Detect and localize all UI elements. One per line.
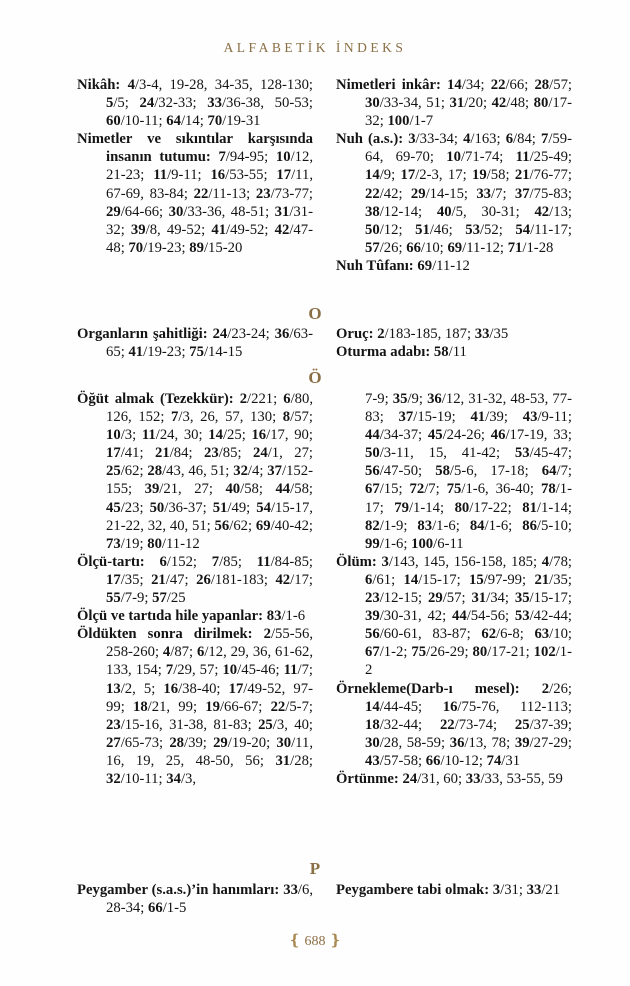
entry-heading: Peygambere tabi olmak: <box>336 882 490 898</box>
index-entry <box>336 881 572 899</box>
entry-heading: Ölüm: <box>336 553 377 570</box>
entry-heading: Nuh Tûfanı: <box>336 257 414 274</box>
entry-references: 4/3-4, 19-28, 34-35, 128-130; 5/5; 24/32-33; 33/36-38, 50-53; 60/10-11; 64/14; 70/19-31 <box>106 77 314 130</box>
entry-heading: Örtünme: <box>336 770 399 787</box>
column-left <box>77 76 313 275</box>
entry-references: 7/94-95; 10/12, 21-23; 11/9-11; 16/53-55; 17/11, 67-69, 83-84; 22/11-13; 23/73-77; 29/64-66; 30/33-36, 48-51; 31/31-32; 39/8, 49-52; 41/49-52; 42/47-48; 70/19-23; 89/15-20 <box>106 149 314 256</box>
section-letter-oe: Ö <box>308 368 322 387</box>
section-n <box>77 76 572 275</box>
entry-references: 2/221; 6/80, 126, 152; 7/3, 26, 57, 130; 8/57; 10/3; 11/24, 30; 14/25; 16/17, 90; 17/41; 21/84; 23/85; 24/1, 27; 25/62; 28/43, 46, 51; 32/4; 37/152-155; 39/21, 27; 40/58; 44/58; 45/23; 50/36-37; 51/49; 54/15-17, 21-22, 32, 40, 51; 56/62; 69/40-42; 73/19; 80/11-12 <box>106 391 314 552</box>
running-header: ALFABETİK İNDEKS <box>223 40 407 55</box>
section-letter-p: P <box>309 859 321 878</box>
index-entry <box>77 130 313 257</box>
section-p <box>77 881 572 917</box>
index-entry <box>77 607 313 625</box>
index-entry <box>77 325 313 361</box>
entry-heading: Oruç: <box>336 326 374 342</box>
entry-references: 14/34; 22/66; 28/57; 30/33-34, 51; 31/20; 42/48; 80/17-32; 100/1-7 <box>365 77 572 130</box>
index-entry <box>77 625 313 788</box>
column-right <box>336 76 572 275</box>
entry-references: 2/183-185, 187; 33/35 <box>377 326 509 342</box>
column-left <box>77 881 313 917</box>
index-entry <box>77 76 313 130</box>
index-entry <box>336 130 572 257</box>
entry-heading: Peygamber (s.a.s.)’in hanımları: <box>77 882 280 898</box>
entry-heading: Nikâh: <box>77 77 121 93</box>
entry-heading: Nuh (a.s.): <box>336 131 404 148</box>
column-left <box>77 390 313 788</box>
index-entry <box>336 76 572 130</box>
entry-heading: Ölçü-tartı: <box>77 553 145 570</box>
left-ornament-icon: ❴ <box>288 933 301 949</box>
entry-heading: Öldükten sonra dirilmek: <box>77 626 253 643</box>
index-entry <box>336 553 572 680</box>
entry-heading: Örnekleme(Darb-ı mesel): <box>336 680 520 697</box>
entry-references: 6/152; 7/85; 11/84-85; 17/35; 21/47; 26/181-183; 42/17; 55/7-9; 57/25 <box>106 553 313 607</box>
entry-references: 33/6, 28-34; 66/1-5 <box>106 882 314 917</box>
entry-references: 2/26; 14/44-45; 16/75-76, 112-113; 18/32-44; 22/73-74; 25/37-39; 30/28, 58-59; 36/13, 78; 39/27-29; 43/57-58; 66/10-12; 74/31 <box>365 680 572 769</box>
entry-heading: Öğüt almak (Tezekkür): <box>77 391 234 407</box>
page-number: 688 <box>304 934 326 949</box>
index-entry <box>336 343 572 361</box>
index-entry <box>336 325 572 343</box>
entry-references: 24/23-24; 36/63-65; 41/19-23; 75/14-15 <box>106 326 314 361</box>
column-right <box>336 325 572 361</box>
entry-references: 2/55-56, 258-260; 4/87; 6/12, 29, 36, 61-62, 133, 154; 7/29, 57; 10/45-46; 11/7; 13/2, 5; 16/38-40; 17/49-52, 97-99; 18/21, 99; 19/66-67; 22/5-7; 23/15-16, 31-38, 81-83; 25/3, 40; 27/65-73; 28/39; 29/19-20; 30/11, 16, 19, 25, 48-50, 56; 31/28; 32/10-11; 34/3, <box>106 626 313 787</box>
column-right <box>336 390 572 788</box>
index-entry <box>77 553 313 607</box>
entry-heading: Nimetleri inkâr: <box>336 77 441 93</box>
entry-references: 83/1-6 <box>266 608 306 625</box>
right-ornament-icon: ❵ <box>329 933 342 949</box>
entry-references: 3/143, 145, 156-158, 185; 4/78; 6/61; 14/15-17; 15/97-99; 21/35; 23/12-15; 29/57; 31/34; 35/15-17; 39/30-31, 42; 44/54-56; 53/42-44; 56/60-61, 83-87; 62/6-8; 63/10; 67/1-2; 75/26-29; 80/17-21; 102/1-2 <box>365 553 572 679</box>
section-letter-o: O <box>308 304 322 323</box>
index-entry <box>336 680 572 770</box>
section-o <box>77 325 572 361</box>
entry-references: 3/31; 33/21 <box>492 882 561 898</box>
index-entry <box>336 257 572 275</box>
column-right <box>336 881 572 917</box>
entry-heading: Oturma adabı: <box>336 344 431 361</box>
section-oe <box>77 390 572 788</box>
entry-heading: Ölçü ve tartıda hile yapanlar: <box>77 608 264 625</box>
entry-references: 7-9; 35/9; 36/12, 31-32, 48-53, 77-83; 37/15-19; 41/39; 43/9-11; 44/34-37; 45/24-26; 46/17-19, 33; 50/3-11, 15, 41-42; 53/45-47; 56/47-50; 58/5-6, 17-18; 64/7; 67/15; 72/7; 75/1-6, 36-40; 78/1-17; 79/1-14; 80/17-22; 81/1-14; 82/1-9; 83/1-6; 84/1-6; 86/5-10; 99/1-6; 100/6-11 <box>365 391 572 552</box>
entry-heading: Nimetler ve sıkıntılar karşısında insanın tutumu: <box>77 131 313 166</box>
column-left <box>77 325 313 361</box>
index-entry-continued <box>336 390 572 553</box>
entry-references: 24/31, 60; 33/33, 53-55, 59 <box>402 770 563 787</box>
entry-references: 3/33-34; 4/163; 6/84; 7/59-64, 69-70; 10/71-74; 11/25-49; 14/9; 17/2-3, 17; 19/58; 21/76-77; 22/42; 29/14-15; 33/7; 37/75-83; 38/12-14; 40/5, 30-31; 42/13; 50/12; 51/46; 53/52; 54/11-17; 57/26; 66/10; 69/11-12; 71/1-28 <box>365 131 572 256</box>
index-entry <box>77 881 313 917</box>
page-footer <box>0 931 630 950</box>
entry-heading: Organların şahitliği: <box>77 326 208 342</box>
entry-references: 69/11-12 <box>417 257 470 274</box>
index-entry <box>336 770 572 788</box>
entry-references: 58/11 <box>433 344 467 361</box>
index-entry <box>77 390 313 553</box>
